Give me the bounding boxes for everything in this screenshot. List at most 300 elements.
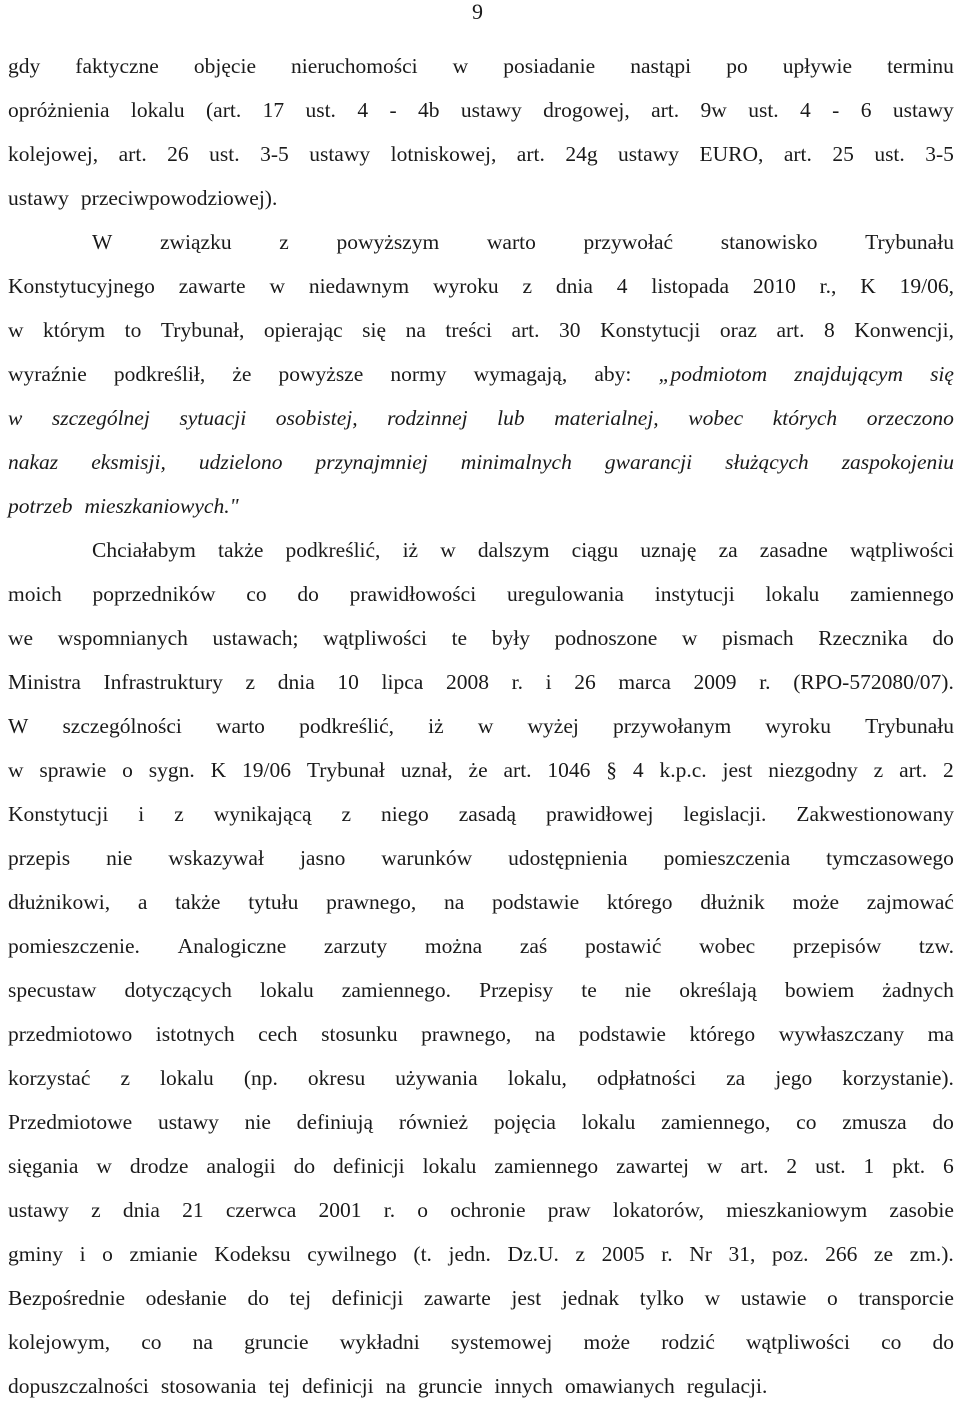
paragraph-2	[8, 220, 954, 528]
word: 8	[824, 318, 835, 342]
word: art.	[511, 318, 540, 342]
word: nie	[624, 978, 652, 1002]
word: materialnej,	[554, 406, 659, 430]
word: oraz	[719, 318, 757, 342]
word: lokalu	[259, 978, 314, 1002]
word: mieszkaniowym	[726, 1198, 868, 1222]
word: 3-5	[925, 142, 954, 166]
word: 21	[182, 1198, 204, 1222]
word: ustawach;	[212, 626, 299, 650]
word: były	[491, 626, 530, 650]
word: Przedmiotowe	[8, 1110, 133, 1134]
word: może	[583, 1330, 631, 1354]
word: Rzecznika	[818, 626, 908, 650]
word: 6	[860, 98, 872, 122]
word: prawnego,	[326, 890, 417, 914]
word: Dz.U.	[507, 1242, 559, 1266]
word: w	[706, 1154, 723, 1178]
word: się	[930, 362, 954, 386]
word: Przepisy	[479, 978, 554, 1002]
word: poprzedników	[92, 582, 216, 606]
word: lokalu	[765, 582, 820, 606]
word: do	[932, 1330, 954, 1354]
word: art.	[899, 758, 928, 782]
word: 10	[337, 670, 359, 694]
word: także	[218, 538, 264, 562]
word: ustawy	[8, 186, 69, 210]
word: za	[726, 1066, 746, 1090]
word: potrzeb	[8, 494, 73, 518]
text-line	[8, 660, 954, 704]
word: moich	[8, 582, 62, 606]
word: art.	[651, 98, 680, 122]
word: jego	[775, 1066, 813, 1090]
word: faktyczne	[75, 54, 159, 78]
word: przepisów	[792, 934, 882, 958]
text-line	[8, 968, 954, 1012]
word: nie	[106, 846, 133, 870]
word: te	[451, 626, 468, 650]
word: EURO,	[699, 142, 764, 166]
word: zaś	[519, 934, 548, 958]
word: minimalnych	[460, 450, 572, 474]
word: ust.	[305, 98, 336, 122]
word: podkreślić,	[299, 714, 395, 738]
word: w	[452, 54, 469, 78]
word: lipca	[381, 670, 424, 694]
word: w	[440, 538, 456, 562]
word: żadnych	[882, 978, 954, 1002]
word: 25	[832, 142, 854, 166]
word: i	[138, 802, 145, 826]
word: którego	[689, 1022, 756, 1046]
word: ciągu	[571, 538, 619, 562]
word: definicji	[301, 1374, 374, 1398]
word: lokalu	[422, 1154, 477, 1178]
word: z	[245, 670, 256, 694]
word: o	[417, 1198, 429, 1222]
word: do	[293, 1154, 316, 1178]
word: niezgodny	[768, 758, 858, 782]
word: 266	[825, 1242, 858, 1266]
word: Konwencji,	[854, 318, 954, 342]
word: K	[210, 758, 227, 782]
text-line	[8, 572, 954, 616]
word: Nr	[689, 1242, 712, 1266]
word: stanowisko	[720, 230, 818, 254]
word: pismach	[722, 626, 794, 650]
text-line	[8, 616, 954, 660]
word: nie	[244, 1110, 271, 1134]
word: pkt.	[892, 1154, 926, 1178]
word: korzystanie).	[842, 1066, 954, 1090]
word: wątpliwości	[746, 1330, 850, 1354]
word: z	[279, 230, 289, 254]
word: w	[8, 318, 24, 342]
word: praw	[547, 1198, 591, 1222]
word: do	[247, 1286, 269, 1310]
word: transporcie	[858, 1286, 954, 1310]
word: co	[141, 1330, 162, 1354]
text-line	[8, 264, 954, 308]
word: k.p.c.	[659, 758, 707, 782]
word: jednak	[561, 1286, 620, 1310]
word: tzw.	[918, 934, 954, 958]
word: gdy	[8, 54, 41, 78]
word: ochronie	[450, 1198, 526, 1222]
word: gruncie	[244, 1330, 309, 1354]
text-line	[8, 132, 954, 176]
text-line	[8, 88, 954, 132]
word: Analogiczne	[177, 934, 287, 958]
word: rodzinnej	[387, 406, 468, 430]
word: także	[175, 890, 221, 914]
word: uznał,	[400, 758, 453, 782]
word: Trybunału	[865, 714, 954, 738]
word: określają	[679, 978, 757, 1002]
word: o	[102, 1242, 113, 1266]
word: 26	[574, 670, 596, 694]
word: 9w	[700, 98, 727, 122]
word: w	[681, 626, 698, 650]
word: r.,	[819, 274, 837, 298]
word: 4	[616, 274, 628, 298]
document-body	[8, 44, 954, 1408]
word: za	[718, 538, 738, 562]
word: szczególności	[62, 714, 182, 738]
word: co	[246, 582, 267, 606]
word: o	[827, 1286, 838, 1310]
word: 6	[943, 1154, 954, 1178]
word: w	[8, 758, 24, 782]
word: dnia	[555, 274, 593, 298]
word: uregulowania	[506, 582, 624, 606]
word: 19/06	[241, 758, 291, 782]
word: ustawy	[892, 98, 954, 122]
word: Konstytucyjnego	[8, 274, 155, 298]
word: podstawie	[578, 1022, 666, 1046]
word: te	[581, 978, 597, 1002]
word: prawidłowości	[349, 582, 477, 606]
word: niedawnym	[308, 274, 410, 298]
word: zamiennego	[494, 1154, 599, 1178]
word: powyższym	[336, 230, 440, 254]
word: że	[232, 362, 252, 386]
word: z	[91, 1198, 101, 1222]
word: którego	[606, 890, 673, 914]
word: z	[575, 1242, 586, 1266]
word: 2001	[318, 1198, 362, 1222]
word: kolejowej,	[8, 142, 99, 166]
word: innych	[494, 1374, 553, 1398]
word: ustawy	[157, 1110, 219, 1134]
word: 4	[632, 758, 644, 782]
word: 4	[800, 98, 811, 122]
text-line	[8, 220, 954, 264]
word: gminy	[8, 1242, 63, 1266]
word: normy	[390, 362, 447, 386]
word: 24g	[565, 142, 598, 166]
word: r.	[383, 1198, 396, 1222]
word: sięgania	[8, 1154, 79, 1178]
word: na	[443, 890, 465, 914]
text-line	[8, 880, 954, 924]
word: lokalu,	[507, 1066, 567, 1090]
page-number: 9	[472, 0, 483, 24]
word: sygn.	[148, 758, 195, 782]
word: 4b	[417, 98, 440, 122]
word: dłużnikowi,	[8, 890, 111, 914]
word: poz.	[772, 1242, 809, 1266]
word: co	[881, 1330, 902, 1354]
word: odpłatności	[596, 1066, 697, 1090]
word: mieszkaniowych."	[84, 494, 239, 518]
word: pojęcia	[493, 1110, 556, 1134]
text-line	[8, 1056, 954, 1100]
word: 17	[262, 98, 285, 122]
word: zamiennego.	[341, 978, 452, 1002]
word: 30	[559, 318, 581, 342]
word: wskazywał	[168, 846, 264, 870]
text-line	[8, 1276, 954, 1320]
word: po	[726, 54, 748, 78]
word: art.	[783, 142, 812, 166]
word: aby:	[594, 362, 632, 386]
word: 3-5	[260, 142, 289, 166]
word: lokalu	[130, 98, 185, 122]
word: się	[362, 318, 387, 342]
word: przynajmniej	[315, 450, 428, 474]
word: systemowej	[450, 1330, 553, 1354]
word: niego	[381, 802, 429, 826]
word: również	[398, 1110, 469, 1134]
text-line	[8, 1232, 954, 1276]
word: kolejowym,	[8, 1330, 111, 1354]
word: sytuacji	[179, 406, 247, 430]
word: Trybunału	[865, 230, 954, 254]
word: dłużnik	[700, 890, 765, 914]
word: wątpliwości	[849, 538, 954, 562]
word: treści	[445, 318, 492, 342]
word: -	[832, 98, 840, 122]
word: orzeczono	[866, 406, 954, 430]
word: drogowej,	[543, 98, 630, 122]
word: gruncie	[417, 1374, 483, 1398]
word: zamiennego	[850, 582, 954, 606]
word: zamiennego,	[661, 1110, 771, 1134]
word: we	[8, 626, 34, 650]
word: Konstytucji	[8, 802, 109, 826]
word: nakaz	[8, 450, 59, 474]
word: zawarte	[178, 274, 246, 298]
word: 2005	[601, 1242, 645, 1266]
word: wymagają,	[473, 362, 568, 386]
word: wyżej	[527, 714, 579, 738]
text-line	[8, 1012, 954, 1056]
word: opierając	[263, 318, 343, 342]
word: przywołanym	[612, 714, 732, 738]
word: 1	[863, 1154, 875, 1178]
word: gwarancji	[604, 450, 693, 474]
word: o	[122, 758, 133, 782]
word: a	[137, 890, 148, 914]
word: dotyczących	[124, 978, 232, 1002]
word: terminu	[887, 54, 954, 78]
word: lotniskowej,	[390, 142, 497, 166]
text-line	[8, 1320, 954, 1364]
word: nastąpi	[630, 54, 692, 78]
word: w	[704, 1286, 721, 1310]
word: i	[79, 1242, 86, 1266]
word: zawartej	[616, 1154, 689, 1178]
word: przeciwpowodziowej).	[80, 186, 278, 210]
word: pomieszczenia	[663, 846, 791, 870]
word: 2	[786, 1154, 798, 1178]
word: dalszym	[477, 538, 550, 562]
word: jest	[511, 1286, 542, 1310]
word: ustawy	[309, 142, 371, 166]
text-line	[8, 176, 954, 220]
word: znajdującym	[794, 362, 903, 386]
text-line	[8, 1100, 954, 1144]
word: postawić	[584, 934, 662, 958]
word: jedn.	[448, 1242, 491, 1266]
word: W	[92, 230, 113, 254]
word: dnia	[277, 670, 315, 694]
word: tytułu	[248, 890, 299, 914]
word: można	[424, 934, 483, 958]
word: zasadne	[759, 538, 828, 562]
word: dnia	[122, 1198, 160, 1222]
word: iż	[428, 714, 444, 738]
word: ma	[927, 1022, 954, 1046]
word: których	[772, 406, 838, 430]
word: nieruchomości	[291, 54, 418, 78]
word: Trybunał	[306, 758, 385, 782]
word: lub	[497, 406, 525, 430]
word: 2	[943, 758, 954, 782]
word: którym	[43, 318, 106, 342]
word: wyroku	[432, 274, 499, 298]
word: Bezpośrednie	[8, 1286, 126, 1310]
word: stosowania	[160, 1374, 257, 1398]
word: ze	[873, 1242, 894, 1266]
word: art.	[503, 758, 532, 782]
word: r.	[759, 670, 771, 694]
word: Trybunał,	[160, 318, 245, 342]
word: ust.	[209, 142, 240, 166]
word: udostępnienia	[508, 846, 628, 870]
word: zaspokojeniu	[841, 450, 954, 474]
word: art.	[776, 318, 805, 342]
word: Infrastruktury	[103, 670, 223, 694]
word: pomieszczenie.	[8, 934, 140, 958]
word: przepis	[8, 846, 71, 870]
word: iż	[402, 538, 419, 562]
word: Chciałabym	[92, 538, 196, 562]
text-line	[8, 440, 954, 484]
word: prawidłowej	[545, 802, 654, 826]
word: warto	[215, 714, 265, 738]
word: na	[534, 1022, 556, 1046]
word: Kodeksu	[214, 1242, 291, 1266]
word: stosunku	[321, 1022, 398, 1046]
text-line	[8, 44, 954, 88]
word: marca	[618, 670, 671, 694]
word: definiują	[296, 1110, 374, 1134]
word: z	[174, 802, 184, 826]
word: bowiem	[784, 978, 855, 1002]
text-line	[8, 484, 954, 528]
word: w	[477, 714, 494, 738]
word: (t.	[413, 1242, 432, 1266]
word: wynikającą	[213, 802, 312, 826]
word: eksmisji,	[91, 450, 166, 474]
word: tylko	[639, 1286, 684, 1310]
word: upływie	[782, 54, 853, 78]
word: lokalu	[581, 1110, 636, 1134]
word: 19/06,	[899, 274, 954, 298]
word: do	[932, 1110, 954, 1134]
word: 2010	[752, 274, 796, 298]
word: omawianych	[564, 1374, 675, 1398]
word: (RPO-572080/07).	[793, 670, 954, 694]
word: odesłanie	[145, 1286, 227, 1310]
word: wywłaszczany	[778, 1022, 905, 1046]
word: art.	[516, 142, 545, 166]
word: rodzić	[661, 1330, 715, 1354]
word: to	[124, 318, 142, 342]
word: r.	[661, 1242, 673, 1266]
word: co	[796, 1110, 817, 1134]
word: ust.	[815, 1154, 846, 1178]
word: zm.).	[909, 1242, 954, 1266]
word: w	[8, 406, 23, 430]
word: K	[860, 274, 876, 298]
text-line	[8, 704, 954, 748]
word: „podmiotom	[658, 362, 768, 386]
word: cywilnego	[307, 1242, 397, 1266]
text-line	[8, 308, 954, 352]
text-line	[8, 352, 954, 396]
word: do	[297, 582, 319, 606]
word: podstawie	[491, 890, 580, 914]
word: używania	[395, 1066, 478, 1090]
word: wyraźnie	[8, 362, 87, 386]
word: jasno	[299, 846, 346, 870]
word: z	[120, 1066, 130, 1090]
text-line	[8, 836, 954, 880]
word: że	[468, 758, 488, 782]
word: W	[8, 714, 29, 738]
word: na	[385, 1374, 406, 1398]
word: warto	[486, 230, 536, 254]
word: listopada	[651, 274, 729, 298]
word: uznaję	[640, 538, 697, 562]
word: dopuszczalności	[8, 1374, 149, 1398]
word: -	[389, 98, 397, 122]
word: (art.	[206, 98, 242, 122]
word: powyższe	[278, 362, 364, 386]
word: warunków	[381, 846, 473, 870]
word: wobec	[688, 406, 744, 430]
paragraph-1	[8, 44, 954, 220]
word: 26	[167, 142, 189, 166]
word: Ministra	[8, 670, 81, 694]
word: zmusza	[842, 1110, 907, 1134]
word: 2009	[693, 670, 737, 694]
word: zarzuty	[323, 934, 388, 958]
